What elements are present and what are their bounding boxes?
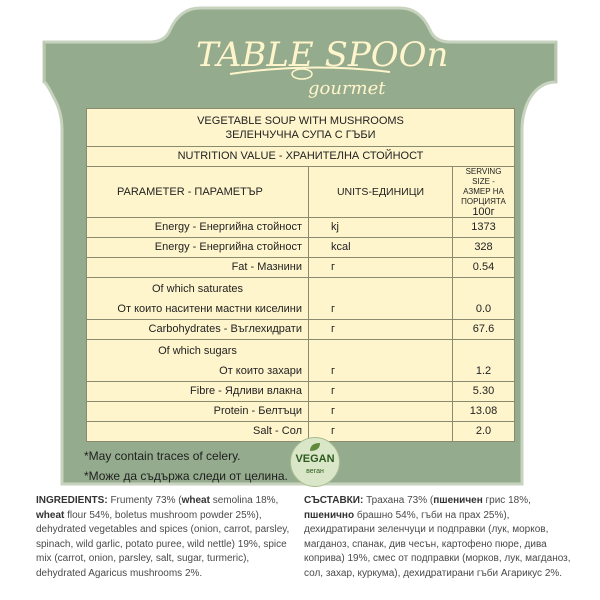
row-param: Energy - Енергийна стойност <box>87 238 309 258</box>
row-unit: г <box>309 340 453 382</box>
ingredients-en-text: Frumenty 73% ( <box>107 495 182 506</box>
nutrition-table <box>86 108 515 442</box>
vegan-label-bg: веган <box>306 468 324 475</box>
table-row <box>87 320 515 340</box>
ingredients-en-text: semolina 18%, <box>209 495 279 506</box>
table-row <box>87 340 515 382</box>
row-value: 0.54 <box>453 258 515 278</box>
row-value: 1373 <box>453 218 515 238</box>
row-unit: г <box>309 422 453 442</box>
row-param: Fat - Мазнини <box>87 258 309 278</box>
row-value: 13.08 <box>453 402 515 422</box>
table-row <box>87 422 515 442</box>
table-row <box>87 278 515 320</box>
header-parameter: PARAMETER - ПАРАМЕТЪР <box>87 167 309 218</box>
note-bg: *Може да съдържа следи от целина. <box>84 469 288 483</box>
row-unit: г <box>309 320 453 340</box>
row-param-bg: От които захари <box>219 364 302 377</box>
row-value: 328 <box>453 238 515 258</box>
vegan-badge <box>290 437 340 487</box>
row-param: Protein - Белтъци <box>87 402 309 422</box>
row-param: Fibre - Ядливи влакна <box>87 382 309 402</box>
leaf-icon <box>309 442 321 452</box>
ingredients-bg-text: брашно 54%, гъби на прах 25%), дехидратирани зеленчуци и подправки (лук, морков, магданоз, спанак, див чесън, картофено пюре, дива коприва) 19%, смес от подправки (морков, лук, магданоз, сол, захар, куркума), дехидратирани гъби Агарикус 2%. <box>304 509 571 579</box>
product-name-bg: ЗЕЛЕНЧУЧНА СУПА С ГЪБИ <box>225 128 376 141</box>
table-row <box>87 382 515 402</box>
row-param: Salt - Сол <box>87 422 309 442</box>
allergen-wheat-bg: пшеничен <box>433 495 483 506</box>
ingredients-bg-title: СЪСТАВКИ: <box>304 495 364 506</box>
row-value: 1.2 <box>453 340 515 382</box>
ingredients-bg-text: Трахана 73% ( <box>363 495 434 506</box>
row-param <box>87 278 309 320</box>
vegan-label: VEGAN <box>295 453 335 465</box>
table-row <box>87 258 515 278</box>
row-param: Energy - Енергийна стойност <box>87 218 309 238</box>
row-unit: kcal <box>309 238 453 258</box>
allergen-notes <box>84 446 288 486</box>
row-param-en: Of which sugars <box>158 344 237 357</box>
row-param-bg: От които наситени мастни киселини <box>117 302 302 315</box>
header-serving <box>453 167 515 218</box>
nutrition-title: NUTRITION VALUE - ХРАНИТЕЛНА СТОЙНОСТ <box>87 147 515 167</box>
logo-subtext: gourmet <box>308 78 386 99</box>
row-unit: г <box>309 278 453 320</box>
product-name-en: VEGETABLE SOUP WITH MUSHROOMS <box>197 114 404 127</box>
note-en: *May contain traces of celery. <box>84 449 241 463</box>
ingredients-bg <box>304 494 580 582</box>
table-row <box>87 218 515 238</box>
row-param-en: Of which saturates <box>151 282 244 295</box>
row-param: Carbohydrates - Въглехидрати <box>87 320 309 340</box>
row-unit: г <box>309 382 453 402</box>
row-value: 5.30 <box>453 382 515 402</box>
serving-value: 100г <box>472 206 495 218</box>
allergen-wheat: wheat <box>36 509 65 521</box>
ingredients-en-text: flour 54%, boletus mushroom powder 25%), dehydrated vegetables and spices (onion, carrot, parsley, spinach, wild garlic, potato puree, wild nettle) 19%, spice mix (carrot, onion, parsley, salt, sugar, turmeric), dehydrated Agaricus mushrooms 2%. <box>36 509 290 579</box>
logo-text: TABLE SPOOn <box>196 35 449 75</box>
ingredients-bg-text: грис 18%, <box>482 495 531 506</box>
table-row <box>87 238 515 258</box>
product-title <box>87 109 515 147</box>
row-unit: г <box>309 402 453 422</box>
serving-label: SERVING SIZE - АЗМЕР НА ПОРЦИЯТА <box>461 167 506 206</box>
allergen-wheat: wheat <box>181 495 210 506</box>
row-value: 2.0 <box>453 422 515 442</box>
row-value: 0.0 <box>453 278 515 320</box>
row-unit: kj <box>309 218 453 238</box>
row-unit: г <box>309 258 453 278</box>
row-value: 67.6 <box>453 320 515 340</box>
ingredients-en-title: INGREDIENTS: <box>36 495 108 506</box>
ingredients-en <box>36 494 298 582</box>
brand-logo <box>190 22 449 102</box>
allergen-wheat-bg: пшенично <box>304 509 355 521</box>
header-units: UNITS-ЕДИНИЦИ <box>309 167 453 218</box>
row-param <box>87 340 309 382</box>
table-row <box>87 402 515 422</box>
